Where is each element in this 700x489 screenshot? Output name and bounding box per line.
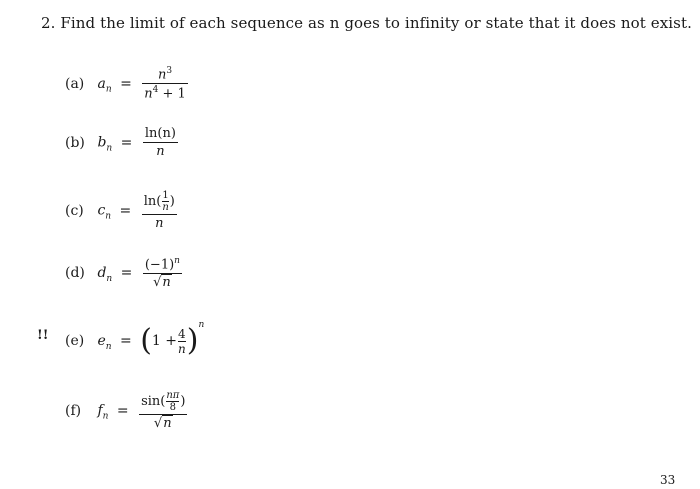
inner-numerator: 1	[162, 190, 169, 201]
sequence-name: d	[97, 265, 107, 282]
item-label: (e)	[65, 333, 85, 349]
sequence-subscript: n	[105, 341, 112, 352]
sqrt-argument: n	[163, 416, 172, 431]
sequence-name: c	[97, 202, 106, 219]
sequence-subscript: n	[105, 211, 112, 222]
inner-denominator: n	[178, 341, 186, 356]
numerator-suffix: )	[180, 394, 186, 409]
fraction	[143, 126, 178, 159]
numerator-exponent: 3	[166, 66, 173, 76]
sqrt-icon: √	[153, 416, 163, 431]
item-c: (c) $c_n$ = ln( $\frac{1}{n}$ ) n	[65, 190, 175, 231]
sequence-subscript: n	[106, 273, 113, 284]
item-b: (b) $b_n$ = $\frac{\ln(n)}{n}$	[65, 126, 176, 159]
page-number: 33	[660, 473, 676, 487]
attention-marker: !!	[37, 328, 49, 343]
item-a: (a) $a_n$ = $\frac{n^3}{n^4 + 1}$	[65, 66, 186, 102]
denominator-exponent: 4	[152, 85, 159, 96]
inner-denominator: n	[162, 202, 169, 213]
numerator-prefix: sin(	[141, 394, 166, 409]
numerator: n	[157, 67, 167, 83]
numerator: ln(n)	[144, 126, 176, 141]
item-d: (d) $d_n$ = $\frac{(-1)^n}{√n}$	[65, 256, 180, 291]
fraction	[143, 256, 182, 290]
outer-exponent: n	[198, 320, 205, 330]
sqrt-argument: n	[162, 275, 171, 291]
sqrt-icon: √	[153, 275, 162, 291]
inner-numerator: nπ	[166, 390, 180, 401]
sequence-name: e	[97, 333, 106, 349]
numerator-exponent: n	[174, 256, 180, 266]
numerator: (−1)	[144, 257, 175, 273]
sequence-name: b	[97, 134, 107, 151]
sequence-name: f	[97, 402, 103, 419]
problem-statement: 2. Find the limit of each sequence as n goes to infinity or state that it does not exist.	[41, 14, 692, 32]
item-f: (f) $f_n$ = sin( $\frac{n\pi}{8}$ ) √n	[65, 390, 186, 431]
denominator-tail: + 1	[162, 86, 186, 102]
item-label: (f)	[65, 402, 82, 419]
fraction	[142, 190, 177, 231]
sequence-name: a	[97, 75, 106, 92]
denominator: n	[155, 216, 164, 231]
sequence-subscript: n	[102, 411, 109, 422]
fraction	[139, 390, 187, 431]
item-label: (b)	[65, 134, 85, 151]
inner-denominator: 8	[169, 402, 177, 413]
numerator-prefix: ln(	[143, 194, 162, 209]
item-label: (a)	[65, 75, 85, 92]
denominator: n	[156, 144, 165, 159]
item-e: (e) $e_n = (1$ + $\frac{4}{n}$ )$^n$	[65, 320, 205, 358]
fraction	[142, 66, 188, 102]
inner-prefix: 1 +	[151, 333, 177, 349]
denominator: n	[144, 86, 153, 102]
sequence-subscript: n	[106, 143, 113, 154]
item-label: (d)	[65, 265, 85, 282]
numerator-suffix: )	[169, 194, 175, 209]
sequence-subscript: n	[105, 84, 112, 95]
item-label: (c)	[65, 202, 84, 219]
inner-numerator: 4	[178, 326, 186, 341]
